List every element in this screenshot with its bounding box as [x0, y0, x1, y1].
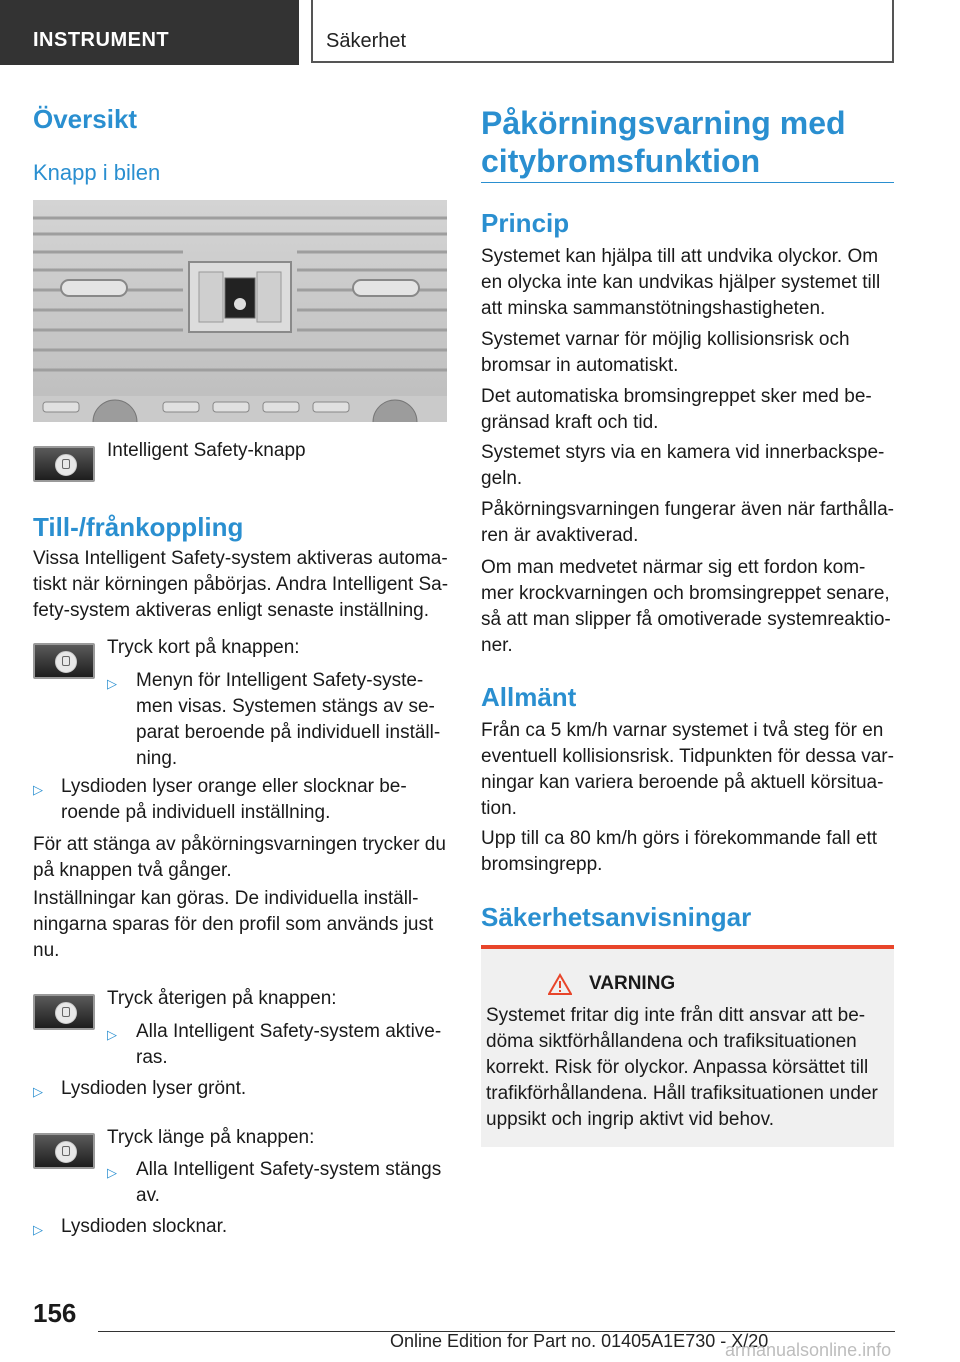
text-line: nu. [33, 940, 60, 961]
intelligent-safety-button-icon [33, 994, 95, 1030]
triangle-bullet-icon: ▷ [33, 1222, 43, 1237]
warning-title: VARNING [589, 973, 676, 994]
heading-sakerhet: Säkerhetsanvisningar [481, 902, 752, 932]
text-line: För att stänga av påkörningsvarningen trycker du [33, 834, 446, 855]
text-line: mer krockvarningen och bromsingreppet senare, [481, 583, 890, 604]
text-line: Lysdioden slocknar. [61, 1216, 228, 1237]
heading-till-fran: Till-/frånkoppling [33, 512, 244, 542]
dashboard-photo [33, 200, 447, 422]
text-line: Lysdioden lyser orange eller slocknar be- [61, 776, 407, 797]
main-heading-line: Påkörningsvarning med [481, 105, 846, 141]
text-line: men visas. Systemen stängs av se- [136, 696, 435, 717]
triangle-bullet-icon: ▷ [107, 1027, 117, 1042]
text-line: att minska sammanstötningshastigheten. [481, 298, 826, 319]
text-line: på knappen två gånger. [33, 860, 232, 881]
page-number: 156 [33, 1298, 77, 1328]
warning-triangle-icon [548, 973, 572, 995]
text-line: Inställningar kan göras. De individuella inställ- [33, 888, 419, 909]
text-line: Upp till ca 80 km/h görs i förekommande fall ett [481, 828, 878, 849]
heading-oversikt: Översikt [33, 104, 138, 134]
intelligent-safety-button-icon [33, 446, 95, 482]
text-line: Påkörningsvarningen fungerar även när farthålla- [481, 499, 894, 520]
step-title: Tryck kort på knappen: [107, 637, 300, 658]
text-line: så att man slipper få omotiverade systemreaktio- [481, 609, 891, 630]
heading-rule [481, 182, 894, 183]
text-line: Systemet fritar dig inte från ditt ansvar att be- [486, 1005, 866, 1026]
text-line: bromsar in automatiskt. [481, 355, 679, 376]
text-line: gränsad kraft och tid. [481, 412, 659, 433]
text-line: Systemet kan hjälpa till att undvika olyckor. Om [481, 246, 879, 267]
text-line: Systemet varnar för möjlig kollisionsrisk och [481, 329, 850, 350]
text-line: fety-system aktiveras enligt senaste inställning. [33, 600, 430, 621]
text-line: Om man medvetet närmar sig ett fordon kom- [481, 557, 866, 578]
header-section-label: INSTRUMENT [33, 29, 170, 51]
text-line: Lysdioden lyser grönt. [61, 1078, 247, 1099]
intelligent-safety-button-icon [33, 643, 95, 679]
header-title-box [311, 0, 894, 63]
text-line: tiskt när körningen påbörjas. Andra Intelligent Sa- [33, 574, 449, 595]
step-title: Tryck länge på knappen: [107, 1127, 315, 1148]
text-line: eventuell kollisionsrisk. Tidpunkten för dessa var- [481, 746, 894, 767]
text-line: trafikförhållandena. Håll trafiksituationen under [486, 1083, 878, 1104]
triangle-bullet-icon: ▷ [33, 782, 43, 797]
text-line: ning. [136, 748, 178, 769]
text-line: ner. [481, 635, 513, 656]
text-line: ningarna sparas för den profil som används just [33, 914, 434, 935]
header-title: Säkerhet [326, 30, 407, 52]
heading-allmant: Allmänt [481, 682, 577, 712]
footer-watermark: armanualsonline.info [725, 1340, 892, 1360]
text-line: ningar kan variera beroende på aktuell körsitua- [481, 772, 884, 793]
text-line: ren är avaktiverad. [481, 525, 639, 546]
footer-edition: Online Edition for Part no. 01405A1E730 - X/20 [390, 1331, 769, 1351]
main-heading-line: citybromsfunktion [481, 143, 761, 179]
header-section-tab [0, 0, 299, 65]
text-line: geln. [481, 468, 523, 489]
step-title: Tryck återigen på knappen: [107, 988, 337, 1009]
heading-princip: Princip [481, 208, 570, 238]
text-line: av. [136, 1185, 160, 1206]
text-line: Systemet styrs via en kamera vid innerbackspe- [481, 442, 885, 463]
text-line: Alla Intelligent Safety-system stängs [136, 1159, 442, 1180]
warning-box [481, 945, 894, 1147]
text-line: Det automatiska bromsingreppet sker med be- [481, 386, 872, 407]
triangle-bullet-icon: ▷ [107, 676, 117, 691]
text-line: bromsingrepp. [481, 854, 603, 875]
button-caption: Intelligent Safety-knapp [107, 440, 306, 461]
text-line: döma siktförhållandena och trafiksituationen [486, 1031, 857, 1052]
text-line: Från ca 5 km/h varnar systemet i två steg för en [481, 720, 884, 741]
text-line: parat beroende på individuell inställ- [136, 722, 441, 743]
text-line: ras. [136, 1047, 168, 1068]
text-line: korrekt. Risk för olyckor. Anpassa körsättet till [486, 1057, 869, 1078]
text-line: en olycka inte kan undvikas hjälper systemet till [481, 272, 881, 293]
text-line: Vissa Intelligent Safety-system aktiveras automa- [33, 548, 448, 569]
text-line: uppsikt och ingrip aktivt vid behov. [486, 1109, 774, 1130]
text-line: roende på individuell inställning. [61, 802, 331, 823]
intelligent-safety-button-icon [33, 1133, 95, 1169]
text-line: tion. [481, 798, 517, 819]
text-line: Alla Intelligent Safety-system aktive- [136, 1021, 442, 1042]
triangle-bullet-icon: ▷ [33, 1084, 43, 1099]
heading-knapp: Knapp i bilen [33, 160, 161, 185]
triangle-bullet-icon: ▷ [107, 1165, 117, 1180]
text-line: Menyn för Intelligent Safety-syste- [136, 670, 424, 691]
